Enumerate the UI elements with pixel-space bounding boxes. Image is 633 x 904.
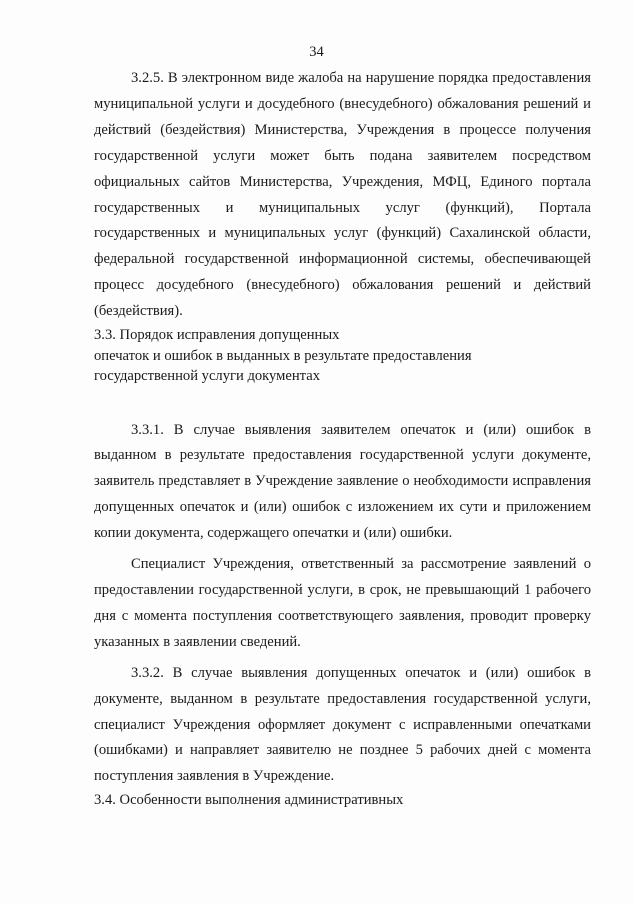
section-heading-3-3 — [94, 325, 591, 387]
heading-3-3-line-1: 3.3. Порядок исправления допущенных — [94, 327, 340, 344]
spacer — [94, 387, 591, 418]
paragraph-3-2-5: 3.2.5. В электронном виде жалоба на нарушение порядка предоставления муниципальной услуги и досудебного (внесудебного) обжалования решений и действий (бездействия) Министерства, Учреждения в процессе получения государственной услуги может быть подана заявителем посредством официальных сайтов Министерства, Учреждения, МФЦ, Единого портала государственных и муниципальных услуг (функций), Портала государственных и муниципальных услуг (функций) Сахалинской области, федеральной государственной информационной системы, обеспечивающей процесс досудебного (внесудебного) обжалования решений и действий (бездействия). — [94, 70, 591, 320]
paragraph-3-3-2: 3.3.2. В случае выявления допущенных опечаток и (или) ошибок в документе, выданном в результате предоставления государственной услуги, специалист Учреждения оформляет документ с исправленными опечатками (ошибками) и направляет заявителю не позднее 5 рабочих дней с момента поступления заявления в Учреждение. — [94, 664, 591, 785]
heading-3-3-line-2: опечаток и ошибок в выданных в результате предоставления — [94, 347, 472, 364]
paragraph-3-3-1: 3.3.1. В случае выявления заявителем опечаток и (или) ошибок в выданном в результате предоставления государственной услуги документе, заявитель представляет в Учреждение заявление о необходимости исправления допущенных опечаток и (или) ошибок с изложением их сути и приложением копии документа, содержащего опечатки и (или) ошибки. — [94, 421, 591, 542]
document-body — [94, 66, 591, 811]
paragraph-3-3-1-specialist: Специалист Учреждения, ответственный за рассмотрение заявлений о предоставлении государственной услуги, в срок, не превышающий 1 рабочего дня с момента поступления соответствующего заявления, проводит проверку указанных в заявлении сведений. — [94, 556, 591, 650]
section-heading-3-4 — [94, 790, 591, 811]
page-number: 34 — [309, 44, 324, 60]
heading-3-3-line-3: государственной услуги документах — [94, 368, 321, 385]
heading-3-4-line-1: 3.4. Особенности выполнения административных — [94, 792, 404, 809]
